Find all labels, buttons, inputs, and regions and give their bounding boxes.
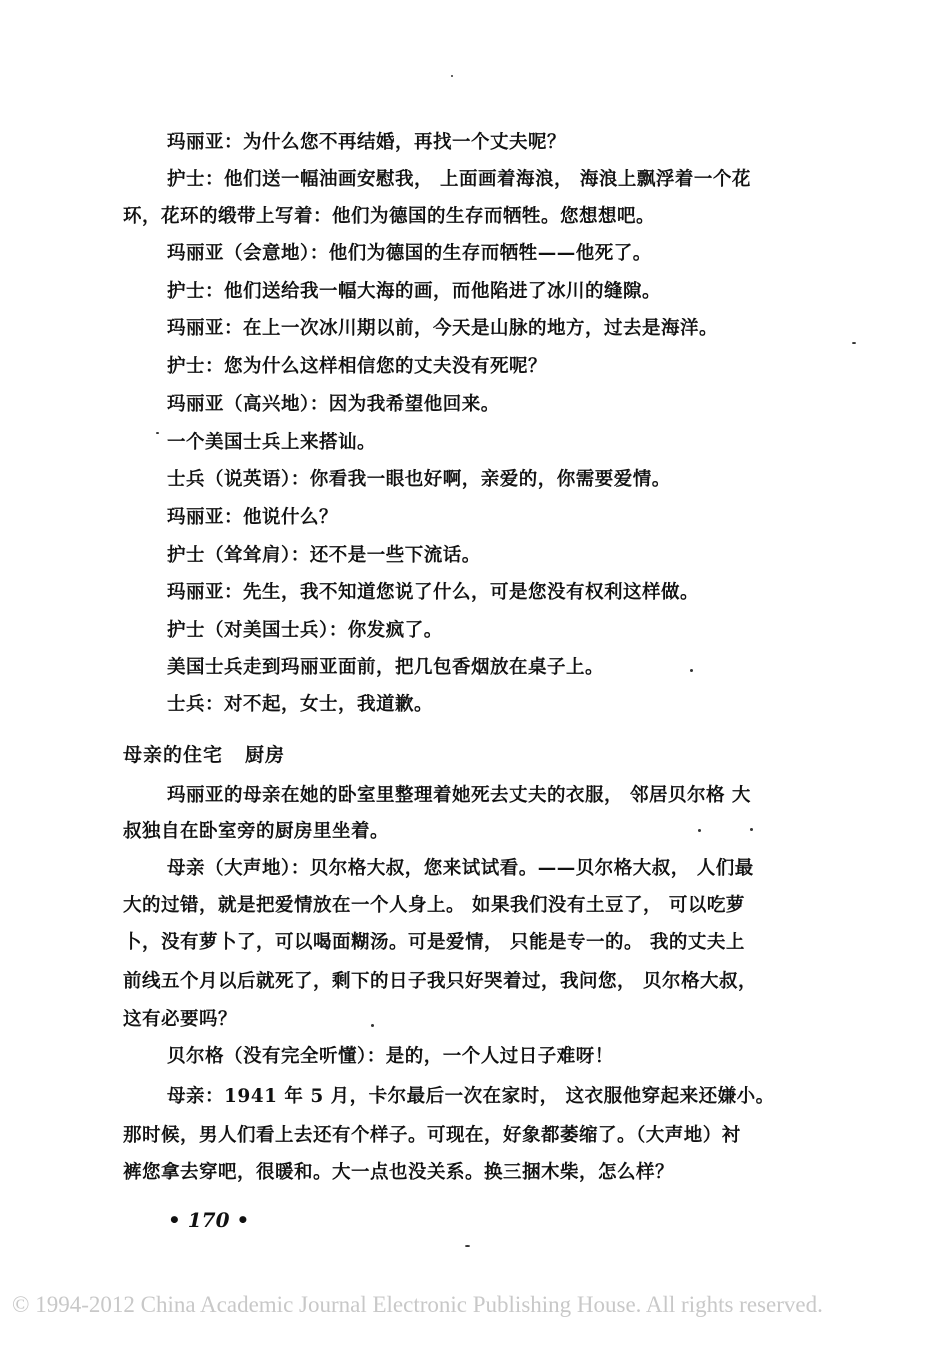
dialogue-line: 玛丽亚：他说什么？ [167,507,339,528]
scene-text-line: 裤您拿去穿吧，很暖和。大一点也没关系。换三捆木柴，怎么样？ [123,1162,675,1183]
scan-speck [698,829,701,832]
scan-speck [852,342,856,344]
dialogue-line: 士兵：对不起，女士，我道歉。 [167,694,434,715]
scan-speck [690,669,693,672]
dialogue-line: 玛丽亚：在上一次冰川期以前，今天是山脉的地方，过去是海洋。 [167,318,719,339]
scan-speck [156,432,159,434]
copyright-notice: © 1994-2012 China Academic Journal Electronic Publishing House. All rights reserved. [12,1292,823,1317]
scene-text-line: 那时候，男人们看上去还有个样子。可现在，好象都萎缩了。（大声地）衬 [123,1125,741,1146]
scan-speck [750,828,753,831]
scene-text-line: 大的过错，就是把爱情放在一个人身上。 如果我们没有土豆了， 可以吃萝 [123,895,745,916]
scene-room: 厨房 [245,744,286,766]
dialogue-line: 护士：您为什么这样相信您的丈夫没有死呢？ [167,356,548,377]
scene-place: 母亲的住宅 [123,744,224,766]
scene-text-line: 母亲：1941 年 5 月，卡尔最后一次在家时， 这衣服他穿起来还嫌小。 [167,1086,775,1107]
scan-speck [371,1024,374,1027]
dialogue-line: 玛丽亚：为什么您不再结婚，再找一个丈夫呢？ [167,132,567,153]
scene-text-line: 贝尔格（没有完全听懂）：是的，一个人过日子难呀！ [167,1046,614,1067]
scene-text-line: 玛丽亚的母亲在她的卧室里整理着她死去丈夫的衣服， 邻居贝尔格 大 [167,785,751,806]
scan-speck [451,75,453,77]
dialogue-line: 护士：他们送一幅油画安慰我， 上面画着海浪， 海浪上飘浮着一个花 [167,169,751,190]
scene-text-line: 叔独自在卧室旁的厨房里坐着。 [123,821,390,842]
scene-text-line: 前线五个月以后就死了，剩下的日子我只好哭着过，我问您， 贝尔格大叔， [123,971,757,992]
dialogue-line: 玛丽亚（会意地）：他们为德国的生存而牺牲——他死了。 [167,243,652,264]
dialogue-line: 护士（耸耸肩）：还不是一些下流话。 [167,545,481,566]
scene-text-line: 母亲（大声地）：贝尔格大叔，您来试试看。——贝尔格大叔， 人们最 [167,858,754,879]
scene-text-line: 卜，没有萝卜了，可以喝面糊汤。可是爱情， 只能是专一的。 我的丈夫上 [123,932,745,953]
page-number: • 170 • [168,1208,250,1232]
stage-direction: 一个美国士兵上来搭讪。 [167,432,377,453]
dialogue-line: 玛丽亚（高兴地）：因为我希望他回来。 [167,394,500,415]
scene-heading [123,740,285,767]
dialogue-line: 环，花环的缎带上写着：他们为德国的生存而牺牲。您想想吧。 [123,206,656,227]
dialogue-line: 玛丽亚：先生，我不知道您说了什么，可是您没有权利这样做。 [167,582,700,603]
scan-speck [465,1245,470,1247]
dialogue-line: 护士（对美国士兵）：你发疯了。 [167,620,443,641]
scene-text-line: 这有必要吗？ [123,1009,238,1030]
stage-direction: 美国士兵走到玛丽亚面前，把几包香烟放在桌子上。 [167,657,605,678]
dialogue-line: 护士：他们送给我一幅大海的画，而他陷进了冰川的缝隙。 [167,281,662,302]
dialogue-line: 士兵（说英语）：你看我一眼也好啊，亲爱的，你需要爱情。 [167,469,671,490]
